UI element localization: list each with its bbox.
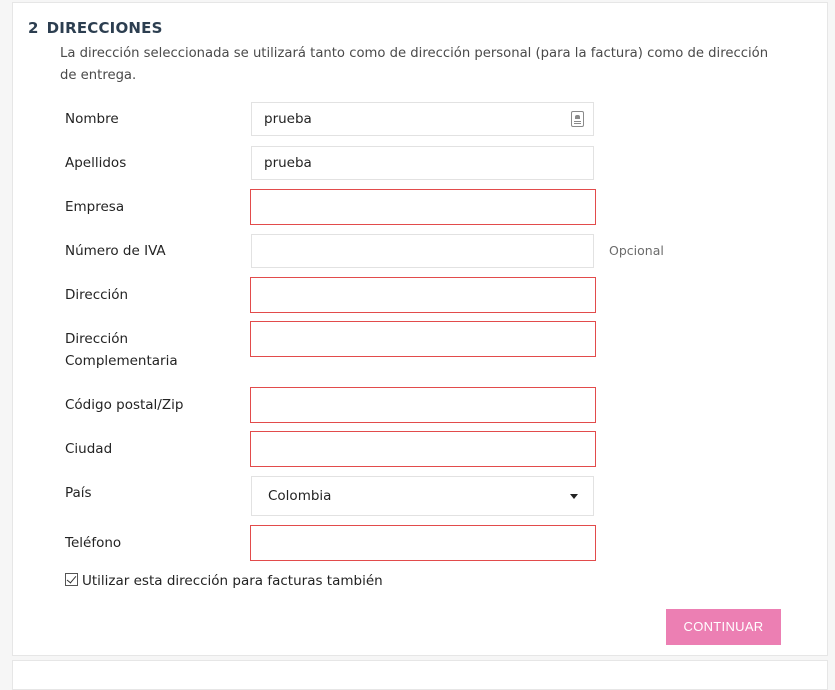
direccion-label: Dirección: [65, 287, 129, 303]
direccion2-label-line2: Complementaria: [65, 353, 178, 369]
direccion2-field[interactable]: [250, 321, 596, 357]
apellidos-label: Apellidos: [65, 155, 127, 171]
nombre-value: prueba: [264, 111, 312, 127]
nombre-label: Nombre: [65, 111, 119, 127]
optional-note: Opcional: [609, 243, 664, 258]
addresses-step-panel: [12, 2, 828, 656]
ciudad-field[interactable]: [250, 431, 596, 467]
ciudad-label: Ciudad: [65, 441, 113, 457]
dropdown-caret-icon: [570, 494, 578, 499]
use-for-invoice-label: Utilizar esta dirección para facturas también: [82, 573, 383, 589]
pais-select[interactable]: [251, 476, 594, 516]
use-for-invoice-row[interactable]: [65, 571, 383, 591]
step-intro-text: La dirección seleccionada se utilizará tanto como de dirección personal (para la factura) como de dirección de entrega.: [60, 46, 769, 83]
empresa-label: Empresa: [65, 199, 125, 215]
telefono-label: Teléfono: [65, 535, 122, 551]
step-heading[interactable]: [28, 19, 163, 37]
postal-label: Código postal/Zip: [65, 397, 184, 413]
direccion-field[interactable]: [250, 277, 596, 313]
nombre-field[interactable]: [251, 102, 594, 136]
apellidos-field[interactable]: [251, 146, 594, 180]
use-for-invoice-checkbox[interactable]: [65, 573, 78, 586]
direccion2-label: [65, 328, 178, 372]
apellidos-value: prueba: [264, 155, 312, 171]
pais-selected-value: Colombia: [268, 488, 332, 504]
telefono-field[interactable]: [250, 525, 596, 561]
pais-label: País: [65, 485, 92, 501]
empresa-field[interactable]: [250, 189, 596, 225]
continue-button[interactable]: CONTINUAR: [666, 609, 781, 645]
contact-card-icon[interactable]: [571, 111, 584, 127]
direccion2-label-line1: Dirección: [65, 331, 129, 347]
iva-label: Número de IVA: [65, 243, 166, 259]
next-step-panel: [12, 660, 828, 690]
step-title: DIRECCIONES: [46, 19, 163, 37]
postal-field[interactable]: [250, 387, 596, 423]
iva-field[interactable]: [251, 234, 594, 268]
step-number: 2: [28, 19, 39, 37]
